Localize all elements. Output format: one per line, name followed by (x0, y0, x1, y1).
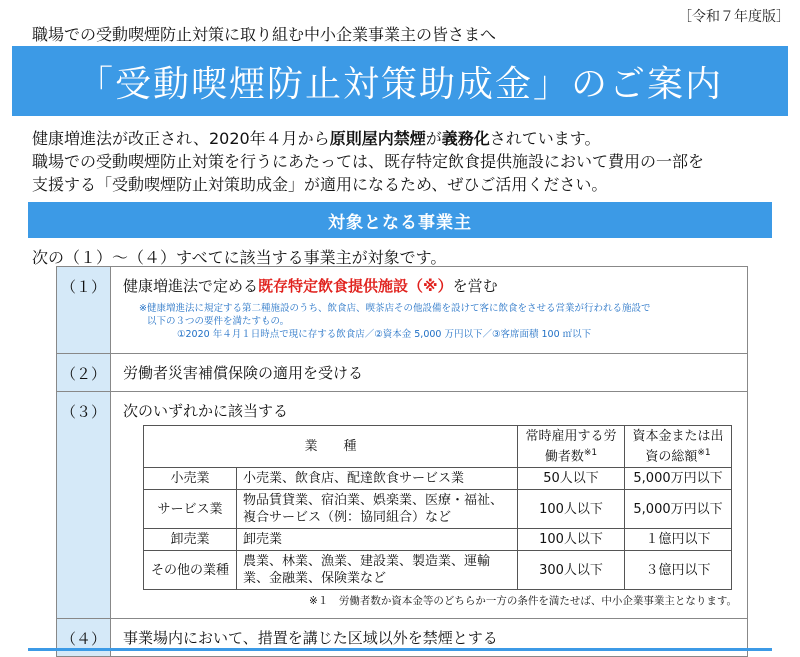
requirement-text-part: 健康増進法で定める (123, 277, 259, 295)
facility-note-line: 以下の３つの要件を満たすもの。 (147, 316, 290, 327)
header-capital (625, 426, 732, 468)
subject-line: 次の（１）～（４）すべてに該当する事業主が対象です。 (32, 248, 447, 267)
industry-description: 卸売業 (237, 529, 518, 551)
requirement-text: 次のいずれかに該当する (123, 402, 289, 420)
capital-limit: ３億円以下 (625, 551, 732, 590)
industry-table (143, 425, 732, 590)
header-industry: 業 種 (144, 426, 518, 468)
facility-note-line: ※健康増進法に規定する第二種施設のうち、飲食店、喫茶店その他設備を設けて客に飲食をさせる営業が行われる施設で (139, 303, 651, 314)
lead-text-part: されています。 (489, 129, 601, 148)
bottom-divider (28, 648, 772, 651)
employee-limit: 300人以下 (518, 551, 625, 590)
industry-description: 農業、林業、漁業、建設業、製造業、運輸業、金融業、保険業など (237, 551, 518, 590)
industry-category: その他の業種 (144, 551, 237, 590)
lead-line-3: 支援する「受動喫煙防止対策助成金」が適用になるため、ぜひご活用ください。 (32, 175, 608, 194)
table-footnote: ※１ 労働者数か資本金等のどちらか一方の条件を満たせば、中小企業事業主となります。 (309, 595, 737, 608)
table-row (144, 529, 732, 551)
footnote-mark: ※1 (583, 448, 598, 458)
capital-limit: 5,000万円以下 (625, 468, 732, 490)
industry-table-header (144, 426, 732, 468)
lead-bold-indoor-ban: 原則屋内禁煙 (329, 129, 426, 148)
footnote-mark: ※1 (697, 448, 711, 458)
lead-text-part: 健康増進法が改正され、2020年４月から (32, 129, 330, 148)
header-capital-label: 資本金または出資の総額 (632, 429, 724, 465)
employee-limit: 100人以下 (518, 490, 625, 529)
requirements-table (56, 266, 748, 657)
year-badge: ［令和７年度版］ (678, 9, 790, 25)
facility-note (123, 302, 737, 341)
section-title-bar: 対象となる事業主 (28, 202, 772, 238)
requirement-body: 労働者災害補償保険の適用を受ける (123, 364, 364, 382)
header-employees-label: 常時雇用する労働者数 (525, 429, 617, 465)
industry-category: 卸売業 (144, 529, 237, 551)
capital-limit: 5,000万円以下 (625, 490, 732, 529)
lead-text (32, 127, 782, 196)
requirement-text (123, 275, 737, 296)
lead-text-part: が (425, 129, 442, 148)
requirement-row-3 (57, 391, 747, 618)
requirement-number: （３） (57, 392, 111, 618)
header-employees (518, 426, 625, 468)
table-row (144, 551, 732, 590)
industry-category: サービス業 (144, 490, 237, 529)
requirement-row-2 (57, 353, 747, 391)
requirement-number: （１） (57, 267, 111, 353)
requirement-number: （２） (57, 354, 111, 391)
requirement-text-part: を営む (452, 277, 498, 295)
employee-limit: 100人以下 (518, 529, 625, 551)
lead-line-2: 職場での受動喫煙防止対策を行うにあたっては、既存特定飲食提供施設において費用の一部を (32, 152, 705, 171)
title-banner: 「受動喫煙防止対策助成金」のご案内 (12, 46, 788, 116)
requirement-body (111, 392, 747, 618)
requirement-body: 事業場内において、措置を講じた区域以外を禁煙とする (123, 629, 498, 647)
table-row (144, 468, 732, 490)
requirement-highlight: 既存特定飲食提供施設（※） (258, 277, 453, 295)
facility-note-line: ①2020 年４月１日時点で現に存する飲食店／②資本金 5,000 万円以下／③客席面積 100 ㎡以下 (177, 329, 592, 340)
requirement-body (111, 267, 747, 353)
capital-limit: １億円以下 (625, 529, 732, 551)
industry-description: 小売業、飲食店、配達飲食サービス業 (237, 468, 518, 490)
table-row (144, 490, 732, 529)
requirement-row-1 (57, 267, 747, 353)
industry-description: 物品賃貸業、宿泊業、娯楽業、医療・福祉、複合サービス（例：協同組合）など (237, 490, 518, 529)
intro-line: 職場での受動喫煙防止対策に取り組む中小企業事業主の皆さまへ (32, 25, 497, 44)
lead-line-1 (32, 127, 782, 150)
industry-category: 小売業 (144, 468, 237, 490)
lead-bold-mandatory: 義務化 (441, 129, 490, 148)
employee-limit: 50人以下 (518, 468, 625, 490)
requirement-number: （４） (57, 619, 111, 656)
